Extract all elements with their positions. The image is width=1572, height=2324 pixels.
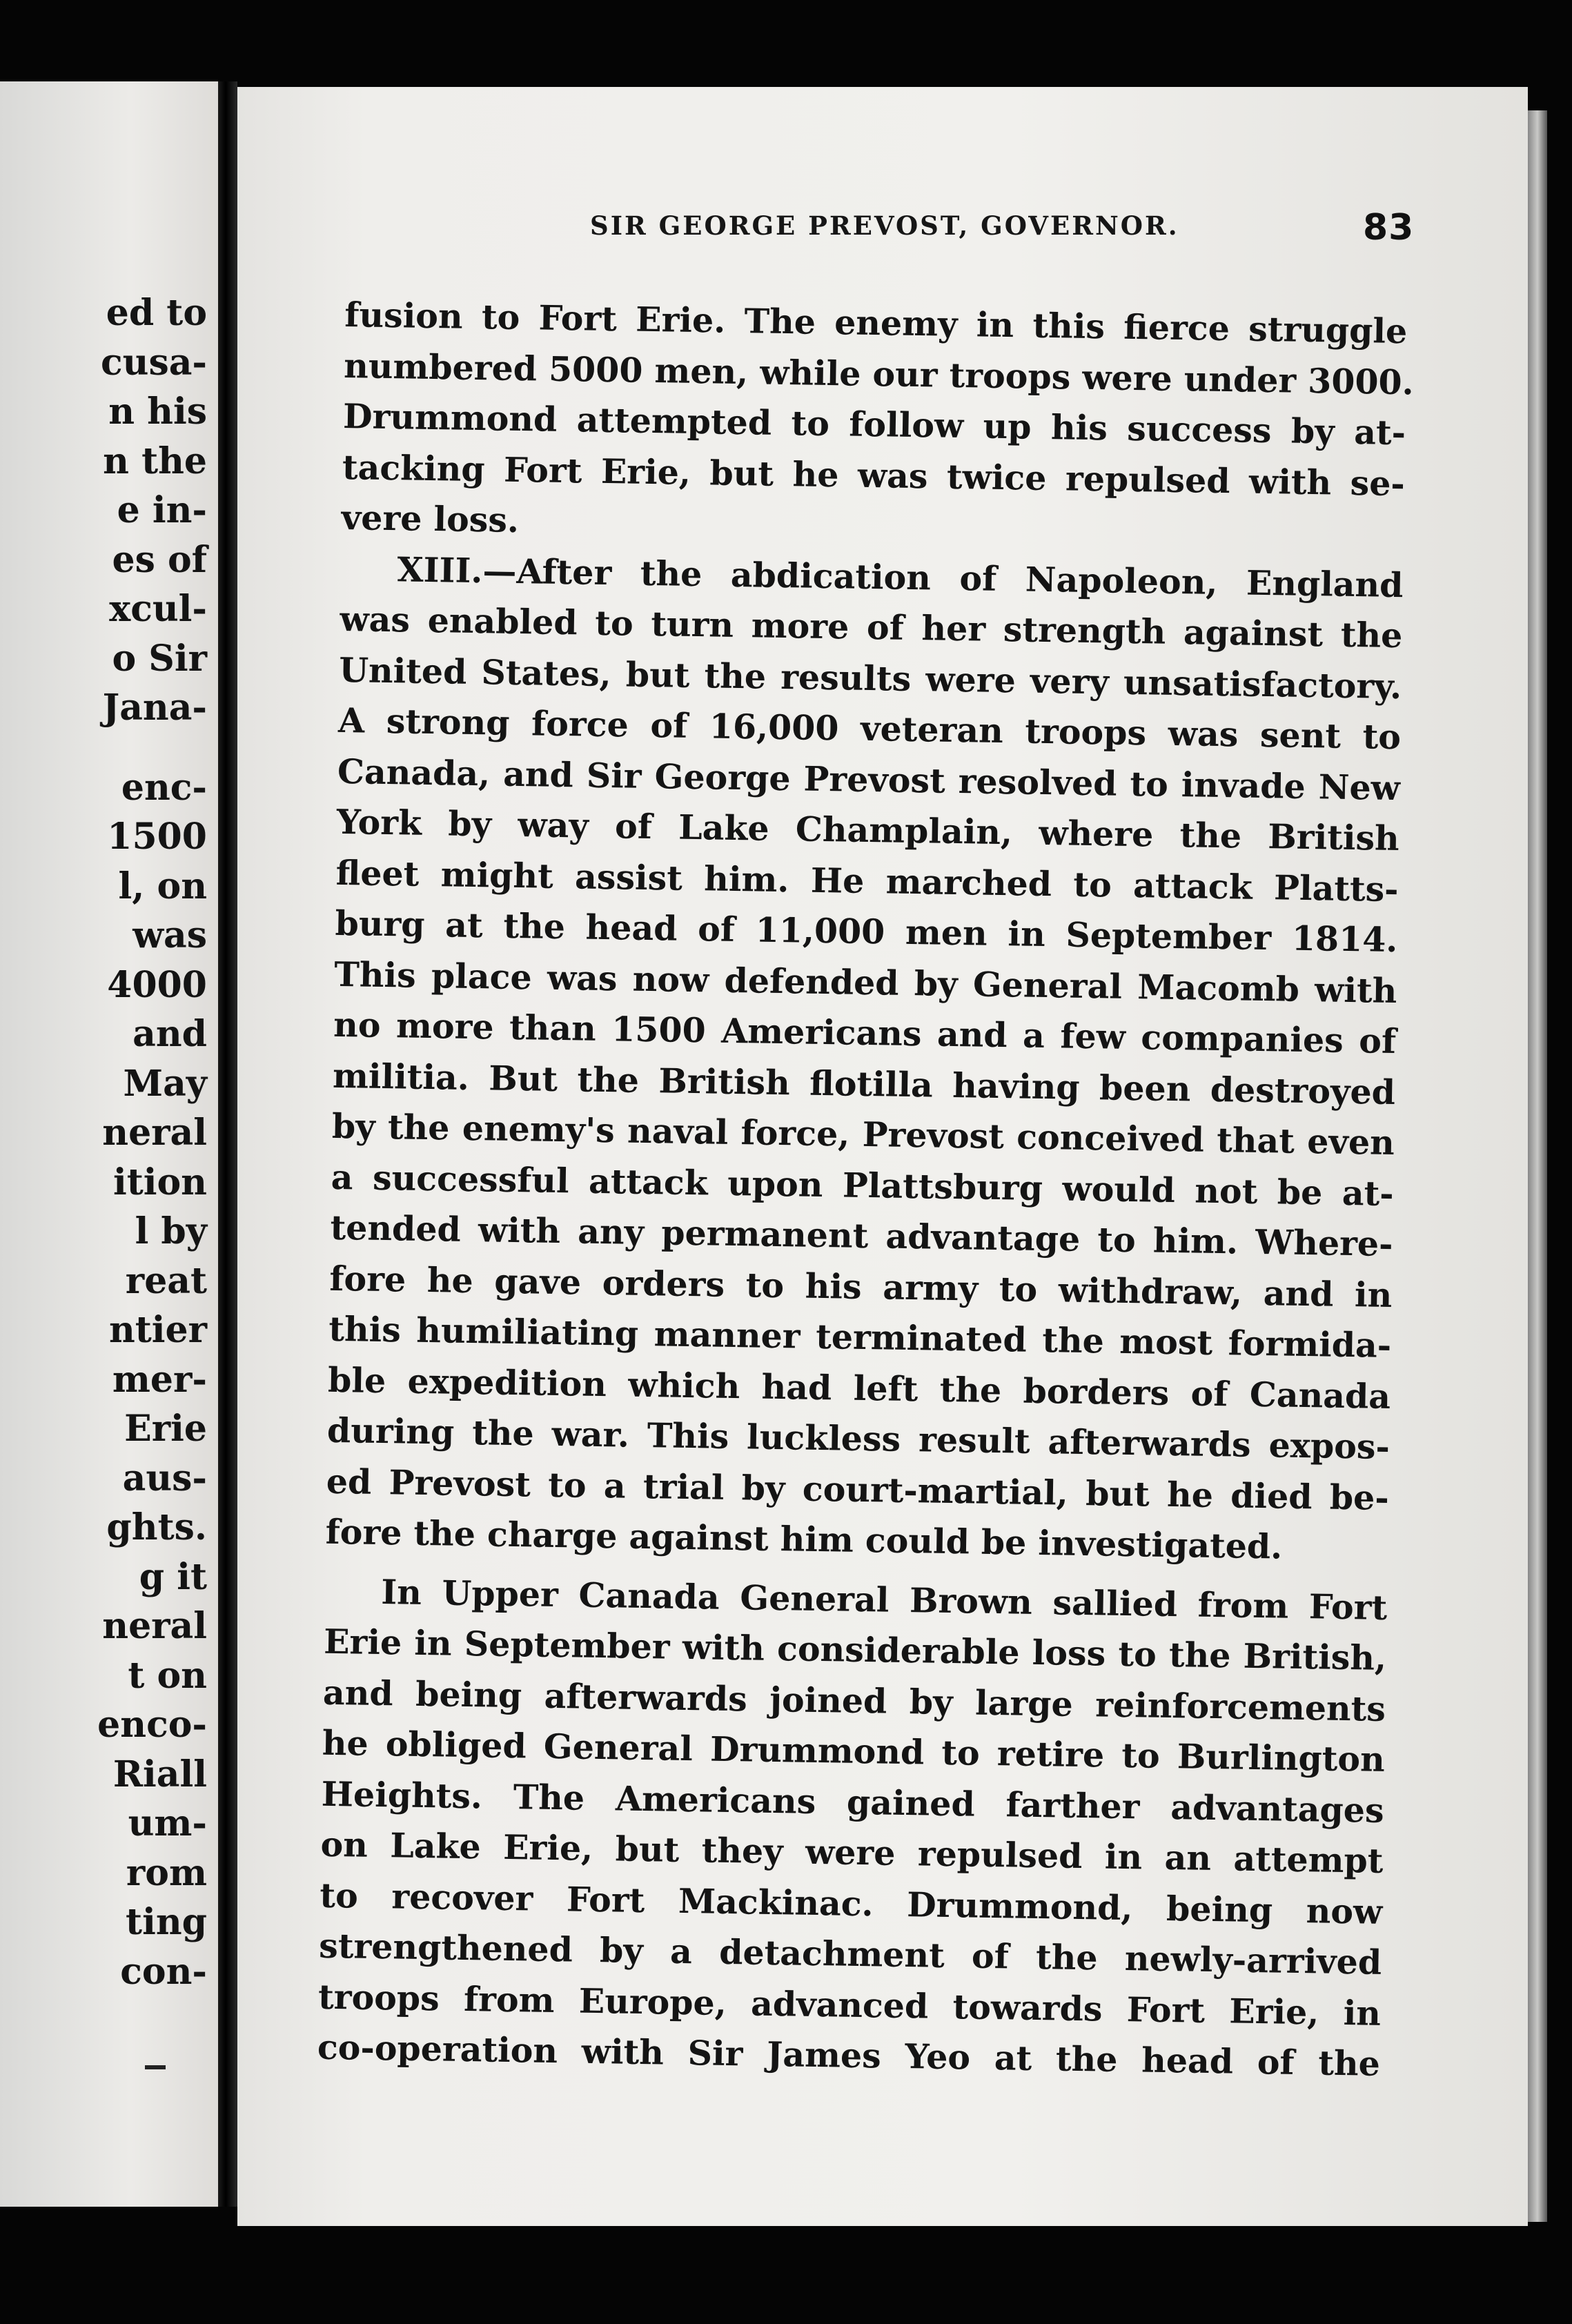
text-line: to recover Fort Mackinac. Drummond, being now: [320, 1875, 1383, 1932]
text-line: fleet might assist him. He marched to attack Platts-: [335, 852, 1399, 909]
left-text-line: l, on: [118, 865, 207, 907]
text-line: strengthened by a detachment of the newly-arrived: [318, 1925, 1382, 1982]
text-line: was enabled to turn more of her strength against the: [340, 598, 1403, 656]
left-text-line: ghts.: [106, 1506, 207, 1548]
text-line: fore the charge against him could be investigated.: [325, 1511, 1283, 1567]
left-text-line: xcul-: [109, 588, 207, 630]
left-text-line: enco-: [97, 1704, 207, 1746]
ink-mark: [145, 2065, 166, 2069]
left-text-line: was: [132, 914, 207, 956]
text-line: fusion to Fort Erie. The enemy in this fierce struggle: [344, 294, 1408, 352]
left-text-line: l by: [135, 1210, 207, 1252]
text-line: United States, but the results were very unsatisfactory.: [338, 649, 1402, 707]
left-page-fragment: [0, 81, 218, 2207]
text-line: Canada, and Sir George Prevost resolved to invade New: [337, 751, 1401, 808]
text-line: co-operation with Sir James Yeo at the head of the: [317, 2027, 1381, 2084]
left-page-text: [0, 288, 207, 1996]
text-line: a successful attack upon Plattsburg would not be at-: [331, 1156, 1395, 1214]
page-edge: [1528, 110, 1547, 2222]
left-text-line: cusa-: [100, 341, 207, 384]
left-text-line: con-: [120, 1950, 207, 1993]
text-line: This place was now defended by General Macomb with: [333, 954, 1397, 1011]
text-line: York by way of Lake Champlain, where the British: [336, 801, 1400, 859]
left-text-line: t on: [128, 1654, 207, 1697]
left-text-line: um-: [128, 1802, 207, 1844]
text-line: ble expedition which had left the borders of Canada: [327, 1359, 1391, 1417]
left-text-line: ed to: [106, 292, 207, 334]
left-text-line: ntier: [108, 1309, 207, 1351]
left-text-line: n the: [103, 440, 207, 482]
text-line: Heights. The Americans gained farther advantages: [321, 1773, 1385, 1831]
text-line: tacking Fort Erie, but he was twice repulsed with se-: [342, 446, 1406, 504]
left-text-line: g it: [139, 1555, 207, 1598]
left-text-line: aus-: [122, 1457, 207, 1499]
text-line: In Upper Canada General Brown sallied from Fort: [380, 1571, 1388, 1628]
text-line: this humiliating manner terminated the most formida-: [328, 1308, 1392, 1366]
paragraph-gap: [0, 733, 207, 763]
text-line: burg at the head of 11,000 men in September 1814.: [335, 903, 1398, 961]
running-head: SIR GEORGE PREVOST, GOVERNOR.: [590, 210, 1179, 241]
left-text-line: ition: [112, 1161, 207, 1203]
left-text-line: enc-: [121, 766, 207, 809]
left-text-line: neral: [102, 1605, 207, 1647]
left-text-line: rom: [126, 1851, 207, 1894]
text-line: tended with any permanent advantage to him. Where-: [330, 1207, 1393, 1265]
text-line: XIII.—After the abdication of Napoleon, England: [397, 549, 1404, 605]
text-line: he obliged General Drummond to retire to Burlington: [322, 1722, 1386, 1780]
text-line: Erie in September with considerable loss to the British,: [323, 1621, 1387, 1678]
text-line: militia. But the British flotilla having been destroyed: [332, 1055, 1396, 1112]
left-text-line: ting: [126, 1901, 207, 1943]
text-line: ed Prevost to a trial by court-martial, but he died be-: [326, 1461, 1390, 1518]
left-text-line: May: [123, 1062, 207, 1105]
text-line: A strong force of 16,000 veteran troops was sent to: [337, 700, 1402, 758]
left-text-line: 4000: [107, 963, 207, 1006]
left-text-line: es of: [112, 538, 207, 581]
left-text-line: Erie: [124, 1408, 207, 1450]
page-number: 83: [1363, 207, 1415, 248]
left-text-line: mer-: [112, 1358, 207, 1401]
book-gutter: [218, 81, 237, 2207]
left-text-line: e in-: [117, 489, 207, 531]
left-text-line: n his: [108, 391, 207, 433]
text-line: numbered 5000 men, while our troops were under 3000.: [343, 345, 1415, 402]
text-line: troops from Europe, advanced towards Fort Erie, in: [317, 1976, 1382, 2034]
left-text-line: Jana-: [102, 687, 207, 729]
text-line: no more than 1500 Americans and a few companies of: [333, 1004, 1397, 1062]
left-text-line: o Sir: [112, 637, 207, 680]
text-line: and being afterwards joined by large reinforcements: [322, 1672, 1386, 1729]
text-line: fore he gave orders to his army to withdraw, and in: [329, 1258, 1393, 1315]
left-text-line: Riall: [112, 1753, 207, 1795]
left-text-line: and: [132, 1013, 207, 1055]
page-body: [317, 290, 1415, 2089]
left-text-line: 1500: [107, 816, 207, 858]
left-text-line: neral: [102, 1112, 207, 1154]
text-line: Drummond attempted to follow up his success by at-: [342, 395, 1406, 453]
text-line: during the war. This luckless result afterwards expos-: [326, 1410, 1391, 1467]
text-line: vere loss.: [341, 497, 520, 540]
text-line: on Lake Erie, but they were repulsed in an attempt: [320, 1824, 1384, 1881]
left-text-line: reat: [125, 1259, 207, 1302]
text-line: by the enemy's naval force, Prevost conceived that even: [331, 1105, 1395, 1163]
